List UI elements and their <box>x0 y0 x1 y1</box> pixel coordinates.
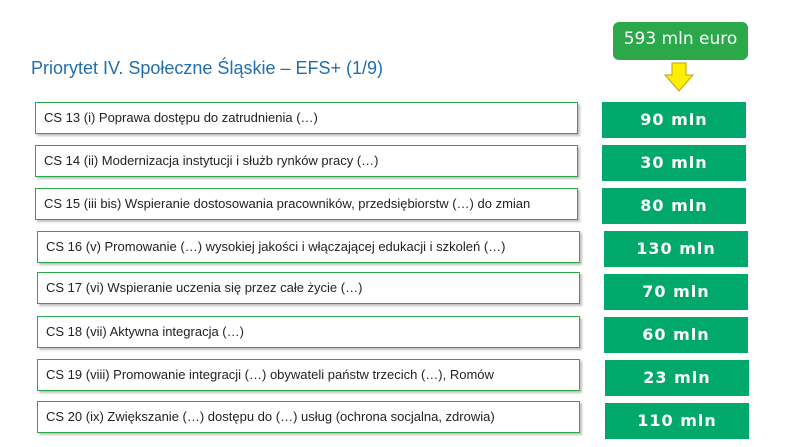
down-arrow-icon <box>664 62 694 92</box>
row-label-cs13: CS 13 (i) Poprawa dostępu do zatrudnienia (…) <box>35 102 578 134</box>
row-label-cs14: CS 14 (ii) Modernizacja instytucji i służb rynków pracy (…) <box>35 145 578 177</box>
row-label-cs16: CS 16 (v) Promowanie (…) wysokiej jakości i włączającej edukacji i szkoleń (…) <box>37 231 580 263</box>
page-title: Priorytet IV. Społeczne Śląskie – EFS+ (1/9) <box>31 58 384 78</box>
row-label-cs19: CS 19 (viii) Promowanie integracji (…) obywateli państw trzecich (…), Romów <box>37 359 580 391</box>
row-value-cs16: 130 mln <box>604 231 748 267</box>
row-value-cs13: 90 mln <box>602 102 746 138</box>
row-value-cs19: 23 mln <box>605 360 749 396</box>
total-budget-badge: 593 mln euro <box>613 22 748 60</box>
row-label-cs20: CS 20 (ix) Zwiększanie (…) dostępu do (…) usług (ochrona socjalna, zdrowia) <box>37 401 580 433</box>
row-label-cs18: CS 18 (vii) Aktywna integracja (…) <box>37 316 580 348</box>
row-label-cs15: CS 15 (iii bis) Wspieranie dostosowania pracowników, przedsiębiorstw (…) do zmian <box>35 188 578 220</box>
row-value-cs20: 110 mln <box>605 403 749 439</box>
row-value-cs15: 80 mln <box>602 188 746 224</box>
row-label-cs17: CS 17 (vi) Wspieranie uczenia się przez całe życie (…) <box>37 272 580 304</box>
row-value-cs17: 70 mln <box>604 274 748 310</box>
row-value-cs18: 60 mln <box>604 317 748 353</box>
row-value-cs14: 30 mln <box>602 145 746 181</box>
